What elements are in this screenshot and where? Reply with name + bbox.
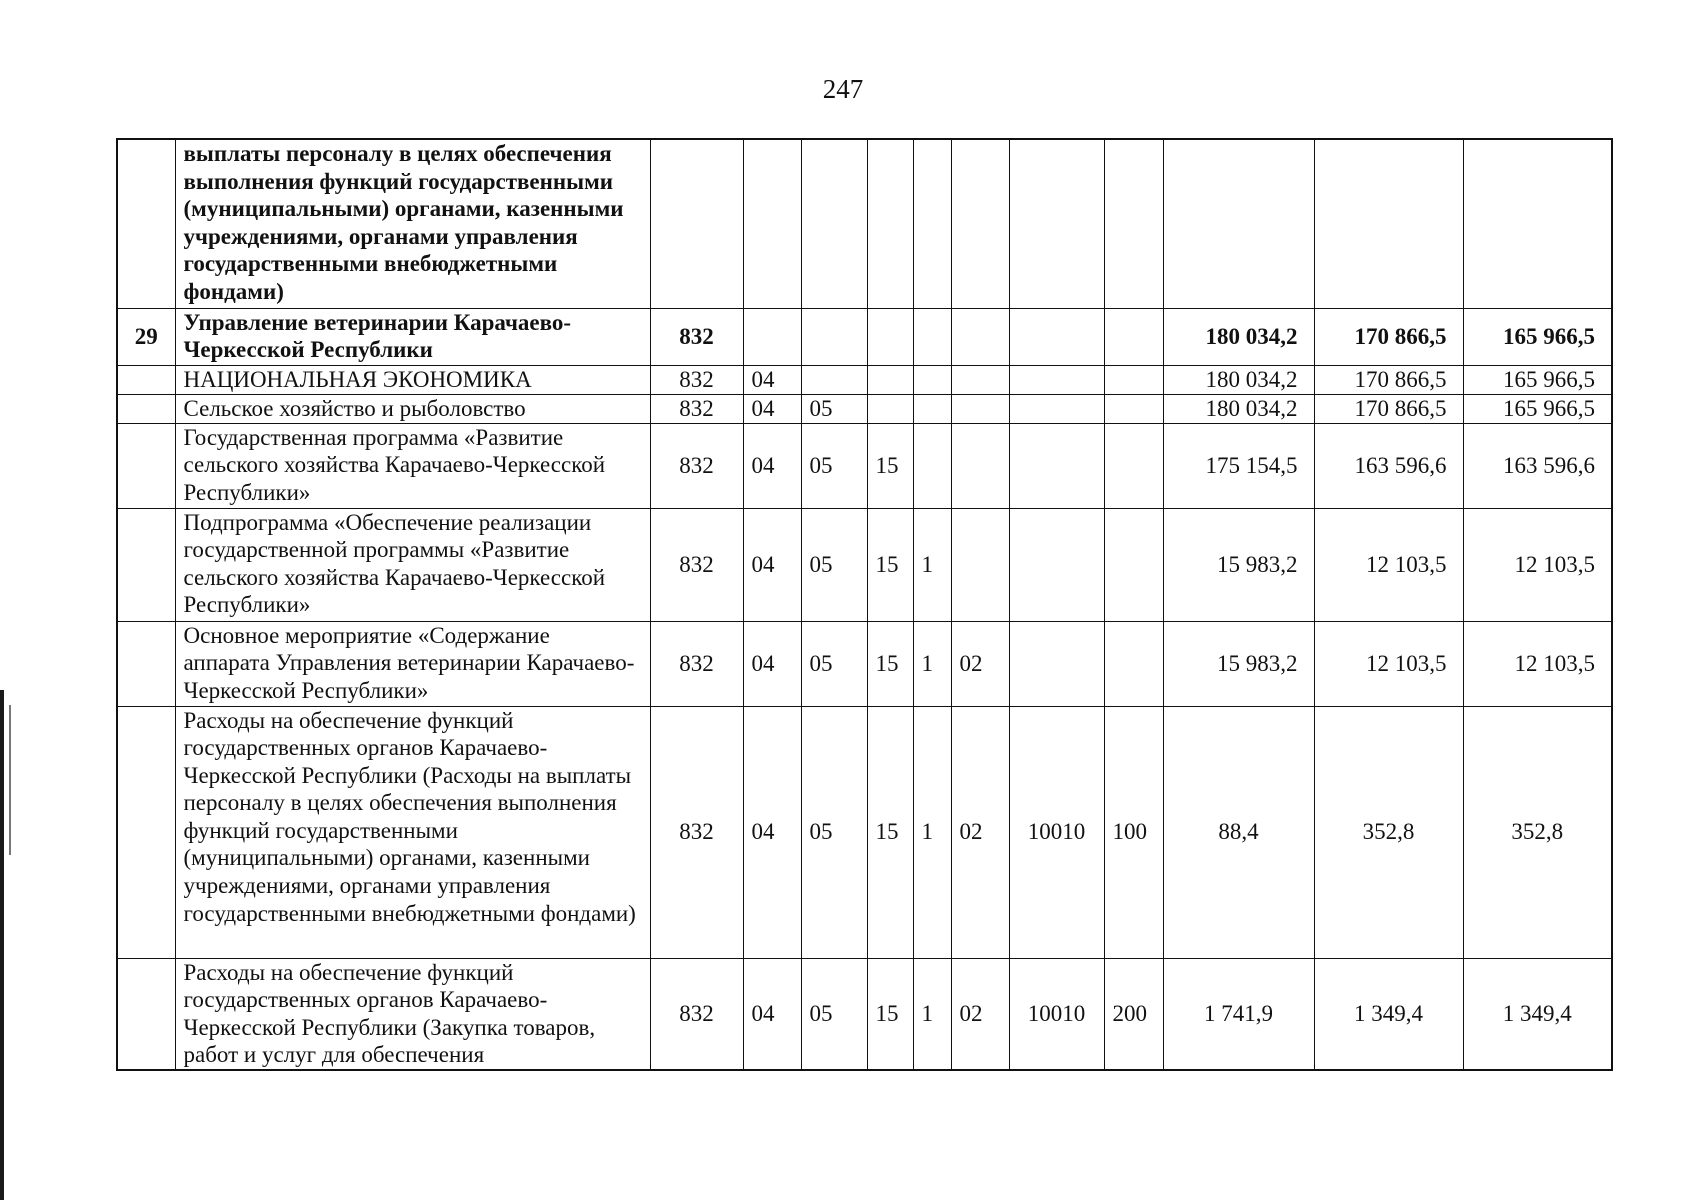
code-osn xyxy=(951,365,1009,394)
row-number xyxy=(117,423,175,508)
code-rz xyxy=(743,308,801,365)
amount-year-2: 12 103,5 xyxy=(1314,621,1463,706)
code-pr: 05 xyxy=(801,423,867,508)
code-rz: 04 xyxy=(743,394,801,423)
code-pr: 05 xyxy=(801,706,867,958)
amount-year-2 xyxy=(1314,139,1463,308)
code-rz: 04 xyxy=(743,621,801,706)
expense-name: Подпрограмма «Обеспечение реализации государственной программы «Развитие сельского хозяйства Карачаево-Черкесской Республики» xyxy=(175,508,650,621)
code-rz: 04 xyxy=(743,706,801,958)
code-osn xyxy=(951,394,1009,423)
row-number: 29 xyxy=(117,308,175,365)
code-vr xyxy=(1104,508,1163,621)
expense-name: Расходы на обеспечение функций государственных органов Карачаево-Черкесской Республики (Закупка товаров, работ и услуг для обеспечения xyxy=(175,958,650,1070)
code-gr: 832 xyxy=(650,621,743,706)
code-pr: 05 xyxy=(801,958,867,1070)
expense-name: Расходы на обеспечение функций государственных органов Карачаево-Черкесской Республики (Расходы на выплаты персоналу в целях обеспечения выполнения функций государственными (муниципальными) органами, казенными учреждениями, органами управления государственными внебюджетными фондами) xyxy=(175,706,650,958)
amount-year-3: 165 966,5 xyxy=(1463,394,1612,423)
amount-year-3: 352,8 xyxy=(1463,706,1612,958)
code-osn: 02 xyxy=(951,958,1009,1070)
amount-year-1: 180 034,2 xyxy=(1163,308,1314,365)
code-napr xyxy=(1009,621,1104,706)
code-napr xyxy=(1009,423,1104,508)
amount-year-2: 163 596,6 xyxy=(1314,423,1463,508)
row-number xyxy=(117,621,175,706)
code-vr xyxy=(1104,308,1163,365)
code-vr xyxy=(1104,139,1163,308)
code-prog xyxy=(867,365,913,394)
amount-year-2: 170 866,5 xyxy=(1314,308,1463,365)
code-gr: 832 xyxy=(650,508,743,621)
code-vr xyxy=(1104,394,1163,423)
code-osn xyxy=(951,308,1009,365)
code-osn xyxy=(951,139,1009,308)
amount-year-1: 175 154,5 xyxy=(1163,423,1314,508)
table-row xyxy=(117,308,1612,365)
code-sub: 1 xyxy=(913,958,951,1070)
table-row xyxy=(117,621,1612,706)
scan-edge-line xyxy=(9,705,11,855)
code-gr xyxy=(650,139,743,308)
code-rz: 04 xyxy=(743,365,801,394)
code-osn xyxy=(951,508,1009,621)
expense-name: Основное мероприятие «Содержание аппарата Управления ветеринарии Карачаево-Черкесской Республики» xyxy=(175,621,650,706)
code-gr: 832 xyxy=(650,423,743,508)
amount-year-2: 170 866,5 xyxy=(1314,365,1463,394)
expense-name: НАЦИОНАЛЬНАЯ ЭКОНОМИКА xyxy=(175,365,650,394)
code-napr xyxy=(1009,365,1104,394)
amount-year-3: 165 966,5 xyxy=(1463,365,1612,394)
amount-year-2: 352,8 xyxy=(1314,706,1463,958)
code-pr xyxy=(801,139,867,308)
budget-table xyxy=(116,138,1613,1071)
row-number xyxy=(117,365,175,394)
code-vr xyxy=(1104,621,1163,706)
amount-year-2: 12 103,5 xyxy=(1314,508,1463,621)
amount-year-2: 1 349,4 xyxy=(1314,958,1463,1070)
amount-year-1 xyxy=(1163,139,1314,308)
row-number xyxy=(117,508,175,621)
code-prog: 15 xyxy=(867,423,913,508)
code-rz xyxy=(743,139,801,308)
table-row xyxy=(117,365,1612,394)
code-vr xyxy=(1104,423,1163,508)
code-prog xyxy=(867,308,913,365)
table-row xyxy=(117,958,1612,1070)
code-sub: 1 xyxy=(913,706,951,958)
code-sub xyxy=(913,423,951,508)
scan-edge-mark xyxy=(0,690,4,1200)
expense-name: Сельское хозяйство и рыболовство xyxy=(175,394,650,423)
amount-year-3: 1 349,4 xyxy=(1463,958,1612,1070)
code-sub: 1 xyxy=(913,621,951,706)
row-number xyxy=(117,394,175,423)
amount-year-1: 1 741,9 xyxy=(1163,958,1314,1070)
amount-year-3: 163 596,6 xyxy=(1463,423,1612,508)
code-prog: 15 xyxy=(867,621,913,706)
code-napr xyxy=(1009,139,1104,308)
code-sub: 1 xyxy=(913,508,951,621)
code-osn: 02 xyxy=(951,706,1009,958)
code-prog xyxy=(867,139,913,308)
amount-year-3: 12 103,5 xyxy=(1463,508,1612,621)
code-gr: 832 xyxy=(650,308,743,365)
code-sub xyxy=(913,394,951,423)
code-gr: 832 xyxy=(650,394,743,423)
code-gr: 832 xyxy=(650,706,743,958)
code-gr: 832 xyxy=(650,958,743,1070)
code-prog: 15 xyxy=(867,706,913,958)
amount-year-1: 88,4 xyxy=(1163,706,1314,958)
amount-year-1: 15 983,2 xyxy=(1163,621,1314,706)
code-pr: 05 xyxy=(801,508,867,621)
code-napr: 10010 xyxy=(1009,706,1104,958)
code-napr xyxy=(1009,394,1104,423)
table-row xyxy=(117,508,1612,621)
table-row xyxy=(117,423,1612,508)
amount-year-3 xyxy=(1463,139,1612,308)
code-pr: 05 xyxy=(801,394,867,423)
amount-year-3: 12 103,5 xyxy=(1463,621,1612,706)
code-prog: 15 xyxy=(867,508,913,621)
amount-year-1: 180 034,2 xyxy=(1163,365,1314,394)
amount-year-2: 170 866,5 xyxy=(1314,394,1463,423)
code-osn xyxy=(951,423,1009,508)
code-prog: 15 xyxy=(867,958,913,1070)
code-vr: 100 xyxy=(1104,706,1163,958)
table-row xyxy=(117,139,1612,308)
code-sub xyxy=(913,308,951,365)
code-napr xyxy=(1009,508,1104,621)
amount-year-1: 180 034,2 xyxy=(1163,394,1314,423)
code-napr: 10010 xyxy=(1009,958,1104,1070)
code-pr xyxy=(801,365,867,394)
table-row xyxy=(117,706,1612,958)
code-gr: 832 xyxy=(650,365,743,394)
code-sub xyxy=(913,365,951,394)
code-rz: 04 xyxy=(743,508,801,621)
amount-year-1: 15 983,2 xyxy=(1163,508,1314,621)
code-sub xyxy=(913,139,951,308)
expense-name: выплаты персоналу в целях обеспечения выполнения функций государственными (муниципальными) органами, казенными учреждениями, органами управления государственными внебюджетными фондами) xyxy=(175,139,650,308)
code-pr xyxy=(801,308,867,365)
expense-name: Государственная программа «Развитие сельского хозяйства Карачаево-Черкесской Республики» xyxy=(175,423,650,508)
amount-year-3: 165 966,5 xyxy=(1463,308,1612,365)
code-prog xyxy=(867,394,913,423)
code-napr xyxy=(1009,308,1104,365)
code-rz: 04 xyxy=(743,423,801,508)
code-vr xyxy=(1104,365,1163,394)
code-osn: 02 xyxy=(951,621,1009,706)
row-number xyxy=(117,139,175,308)
table-row xyxy=(117,394,1612,423)
page-number: 247 xyxy=(822,74,864,104)
expense-name: Управление ветеринарии Карачаево-Черкесской Республики xyxy=(175,308,650,365)
row-number xyxy=(117,706,175,958)
code-rz: 04 xyxy=(743,958,801,1070)
row-number xyxy=(117,958,175,1070)
code-pr: 05 xyxy=(801,621,867,706)
code-vr: 200 xyxy=(1104,958,1163,1070)
